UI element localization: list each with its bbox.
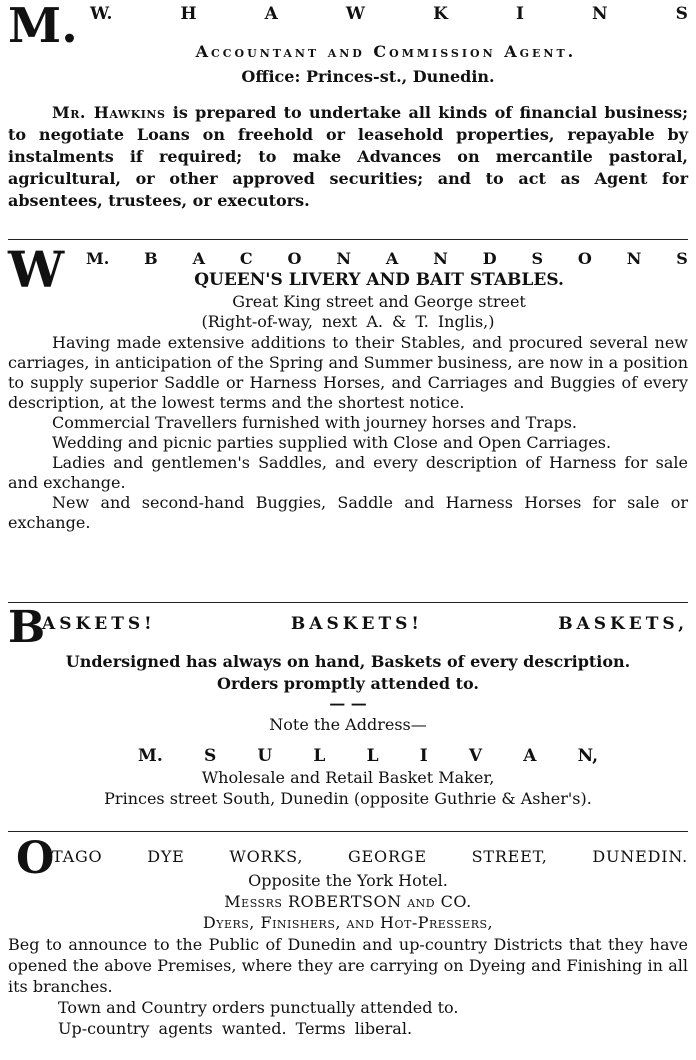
hawkins-name-letter-1: W. <box>90 4 113 24</box>
hawkins-name-letter-8: S <box>675 4 688 24</box>
otago-advertisement <box>8 835 688 1045</box>
otago-headline-text: TAGO DYE WORKS, GEORGE STREET, DUNEDIN. <box>52 847 688 866</box>
bacon-advertisement <box>8 240 688 599</box>
bacon-address-1: Great King street and George street <box>232 292 526 311</box>
otago-paragraph-1: Beg to announce to the Public of Dunedin and up-country Districts that they have opened the above Premises, where they are carrying on Dyeing and Finishing in all its branches. <box>8 935 688 996</box>
bacon-name-letter-1: M. <box>86 249 110 268</box>
bacon-title: QUEEN'S LIVERY AND BAIT STABLES. <box>194 270 564 290</box>
rule-2 <box>8 602 688 603</box>
hawkins-name-letter-4: W <box>345 4 366 24</box>
otago-dropcap: O <box>16 833 55 884</box>
bacon-dropcap: W <box>8 240 65 299</box>
hawkins-name-letter-5: K <box>433 4 448 24</box>
sullivan-name-letter-5: L <box>366 746 379 766</box>
bacon-name-letter-2: B <box>144 249 158 268</box>
sullivan-name-row <box>138 746 598 766</box>
sullivan-dropcap: B <box>8 602 46 653</box>
bacon-name-letter-5: O <box>287 249 302 268</box>
bacon-paragraph-4: Ladies and gentlemen's Saddles, and every description of Harness for sale and exchange. <box>8 453 688 492</box>
sullivan-headline-word-2: BASKETS! <box>290 614 423 634</box>
sullivan-headline-word-3: BASKETS, <box>558 614 688 634</box>
sullivan-name-letter-7: V <box>468 746 483 766</box>
bacon-name-letter-8: N <box>433 249 448 268</box>
bacon-name-row <box>86 243 688 268</box>
bacon-name-letter-4: C <box>239 249 253 268</box>
bacon-name-letter-3: A <box>192 249 206 268</box>
sullivan-name-letter-9: N, <box>577 746 598 766</box>
sullivan-name-letter-1: M. <box>138 746 163 766</box>
hawkins-name-letter-3: A <box>264 4 278 24</box>
hawkins-advertisement <box>8 0 688 236</box>
rule-1 <box>8 239 688 240</box>
sullivan-advertisement <box>8 602 688 828</box>
sullivan-name-letter-6: I <box>419 746 428 766</box>
bacon-name-letter-13: S <box>676 249 688 268</box>
hawkins-body <box>8 102 688 212</box>
hawkins-dropcap: M. <box>8 0 78 54</box>
bacon-name-letter-12: N <box>626 249 642 268</box>
bacon-address-2: (Right-of-way, next A. & T. Inglis,) <box>201 312 495 331</box>
otago-paragraph-2: Town and Country orders punctually attended to. <box>58 998 459 1017</box>
hawkins-body-text: is prepared to undertake all kinds of financial business; to negotiate Loans on freehold or leasehold properties, repayable by instalments if required; to make Advances on mercantile pastoral, agricultural, or other approved securities; and to act as Agent for absentees, trustees, or executors. <box>8 103 688 210</box>
bacon-paragraph-1: Having made extensive additions to their Stables, and procured several new carriages, in anticipation of the Spring and Summer business, are now in a position to supply superior Saddle or Harness Horses, and Carriages and Buggies of every description, at the lowest terms and the shortest notice. <box>8 333 688 412</box>
sullivan-name-letter-8: A <box>523 746 537 766</box>
sullivan-headline-words <box>42 614 688 634</box>
sullivan-name-letter-3: U <box>257 746 273 766</box>
bacon-name-letter-10: S <box>531 249 544 268</box>
otago-paragraph-3: Up-country agents wanted. Terms liberal. <box>58 1019 413 1038</box>
rule-3 <box>8 831 688 832</box>
otago-firm: Messrs ROBERTSON and CO. <box>224 892 472 911</box>
sullivan-headline-word-1: ASKETS! <box>42 614 156 634</box>
bacon-name-letter-9: D <box>482 249 497 268</box>
hawkins-name-letter-2: H <box>180 4 197 24</box>
sullivan-address: Princes street South, Dunedin (opposite Guthrie & Asher's). <box>104 789 592 808</box>
sullivan-note: Note the Address— <box>269 715 427 734</box>
hawkins-title: Accountant and Commission Agent. <box>195 42 577 61</box>
hawkins-name-letter-6: I <box>515 4 524 24</box>
hawkins-name-letter-7: N <box>592 4 608 24</box>
hawkins-office: Office: Princes-st., Dunedin. <box>241 67 495 86</box>
sullivan-headline <box>8 602 688 653</box>
bacon-name-letter-6: N <box>336 249 351 268</box>
sullivan-name-letter-4: L <box>313 746 326 766</box>
sullivan-trade: Wholesale and Retail Basket Maker, <box>201 768 495 787</box>
bacon-paragraph-3: Wedding and picnic parties supplied with Close and Open Carriages. <box>52 433 612 452</box>
otago-trades: Dyers, Finishers, and Hot-Pressers, <box>202 913 494 932</box>
sullivan-separator: — — <box>329 694 367 713</box>
hawkins-lead: Mr. Hawkins <box>52 103 166 122</box>
bacon-name-letter-11: O <box>577 249 592 268</box>
otago-opposite: Opposite the York Hotel. <box>248 871 448 890</box>
sullivan-name-letter-2: S <box>203 746 217 766</box>
bacon-paragraph-5: New and second-hand Buggies, Saddle and Harness Horses for sale or exchange. <box>8 493 688 532</box>
hawkins-name-row <box>90 0 688 24</box>
sullivan-line-1: Undersigned has always on hand, Baskets of every description. <box>65 652 631 671</box>
bacon-paragraph-2: Commercial Travellers furnished with journey horses and Traps. <box>52 413 577 432</box>
bacon-paragraphs <box>8 333 688 533</box>
sullivan-line-2: Orders promptly attended to. <box>217 674 479 693</box>
bacon-name-letter-7: A <box>385 249 399 268</box>
